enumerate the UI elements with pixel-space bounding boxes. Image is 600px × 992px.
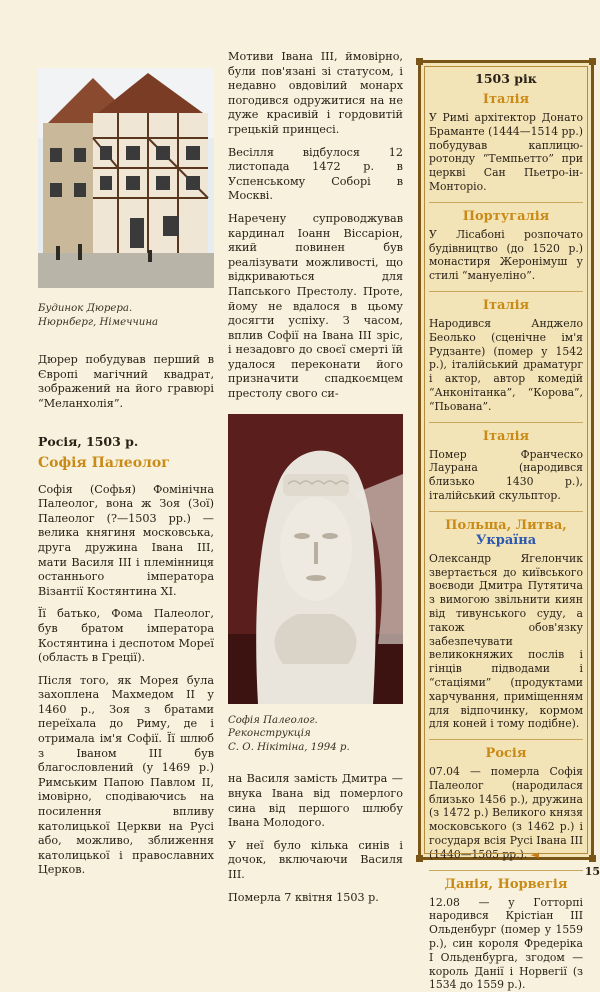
middle-column [228,0,403,905]
sidebar-divider [429,202,583,203]
durer-photo-caption: Будинок Дюрера. Нюрнберг, Німеччина [38,303,159,328]
sidebar-country-poland-lithuania-label: Польща, Литва, [445,517,567,533]
sidebar-country-italy-1: Італія [482,92,530,107]
section-heading-russia: Росія, 1503 р. [38,433,139,449]
sophia-paragraph-1: Софія (Софья) Фомінічна Палеолог, вона ж Зоя (Зої) Палеолог (?—1503 рр.) — велика княгиня московська, друга дружина Івана III, мати Василя III і племінниця останнього імператора Візантії Костянтина XI. [38,482,214,598]
sidebar-country-russia: Росія [485,746,527,762]
sophia-paragraph-2: Її батько, Фома Палеолог, був братом імператора Костянтина і деспотом Мореї (область в Греції). [38,607,214,665]
sidebar-year-title: 1503 рік [475,71,537,86]
sidebar-divider [429,511,583,512]
arrow-left-icon: ◄ [530,847,540,861]
durer-magic-square-text: Дюрер побудував перший в Європі магічний квадрат, зображений на його гравюрі “Меланхолія”. [38,353,214,410]
sidebar-country-poland-lithuania [421,518,591,548]
sophia-paragraph-3: Після того, як Морея була захоплена Махмедом II у 1460 р., Зоя з братами переїхала до Риму, де і отримала ім'я Софії. Її шлюб з Іваном III був благословлений (у 1469 р.) Римським Папою Павлом II, імовірно, сподіваючись на посилення впливу католицької Церкви на Русі або, можливо, зближення католицької і православних Церков. [38,673,214,877]
sidebar-entry-denmark-norway: 12.08 — у Готторпі народився Крістіан III Ольденбург (помер у 1559 р.), син короля Фредеріка I Ольденбурга, згодом — король Данії і Норвегії (з 1534 до 1559 р.). [429,895,583,992]
sidebar-country-portugal: Португалія [462,208,550,224]
section-subheading-sophia: Софія Палеолог [38,454,170,471]
cardinal-text: Наречену супроводжував кардинал Іоанн Віссаріон, який повинен був реалізувати можливості, що відкриваються для Папського Престолу. Проте, йому не вдалося в цьому досягти успіху. З часом, вплив Софії на Івана III зріс, і незадовго до своєї смерті їй удалося переконати його призначити спадкоємцем престолу свого си- [228,211,403,401]
sidebar-entry-portugal: У Лісабоні розпочато будівництво (до 1520 р.) монастиря Жеронімуш у стилі “мануеліно”. [429,227,583,283]
sidebar-divider [429,739,583,740]
sidebar-entry-poland-lithuania-ukraine: Олександр Ягелончик звертається до київського воєводи Дмитра Путятича з вимогою звільнити киян від тивунського суду, а також обов'язку забезпечувати великокняжих послів і гінців підводами і “стаціями” (продуктами харчування, приміщенням для відпочинку, кормом для коней і тому подібне). [429,551,583,731]
left-column [38,0,214,878]
wedding-text: Весілля відбулося 12 листопада 1472 р. в Успенському Соборі в Москві. [228,145,403,203]
sidebar-country-italy-3: Італія [482,428,530,444]
vasily-heir-text: на Василя замість Дмитра — внука Івана від померлого сина від першого шлюбу Івана Молодого. [228,772,403,830]
sidebar-divider [429,870,583,871]
sidebar-divider [429,291,583,292]
ivan-motives-text: Мотиви Івана III, ймовірно, були пов'язані зі статусом, і недавно овдовілий монарх погодився одружитися на не дуже красивій і гордовитій грецькій принцесі. [228,50,403,136]
sidebar-entry-italy-3: Помер Франческо Лаурана (народився близько 1430 р.), італійський скульптор. [429,447,583,502]
sidebar-entry-italy-1: У Римі архітектор Донато Браманте (1444—1514 рр.) побудував каплицю-ротонду “Темпьетто” при церкві Сан Пьетро-ін-Монторіо. [429,111,583,193]
sidebar-country-italy-2: Італія [482,297,530,313]
death-text: Померла 7 квітня 1503 р. [228,890,379,904]
sophia-reconstruction-photo [228,414,403,704]
sophia-photo-caption: Софія Палеолог. Реконструкція С. О. Нікітіна, 1994 р. [228,714,350,753]
sidebar-entry-italy-2: Народився Анджело Беолько (сценічне ім'я Рудзанте) (помер у 1542 р.), італійський драматург і актор, автор комедій “Анконітанка”, “Корова”, “Пьована”. [429,316,583,413]
year-1503-sidebar [418,60,594,992]
sidebar-country-denmark-norway: Данія, Норвегія [444,876,568,892]
children-text: У неї було кілька синів і дочок, включаючи Василя III. [228,838,403,881]
sidebar-country-ukraine-label: Україна [475,532,537,548]
sidebar-divider [429,422,583,423]
page-number: 15 [584,865,600,878]
durer-house-photo [38,68,214,288]
sidebar-entry-russia: 07.04 — померла Софія Палеолог (народилася близько 1456 р.), дружина (з 1472 р.) Великого князя московського (з 1462 р.) і государя всія Русі Івана III (1440—1505 рр.). ◄ [429,765,583,861]
